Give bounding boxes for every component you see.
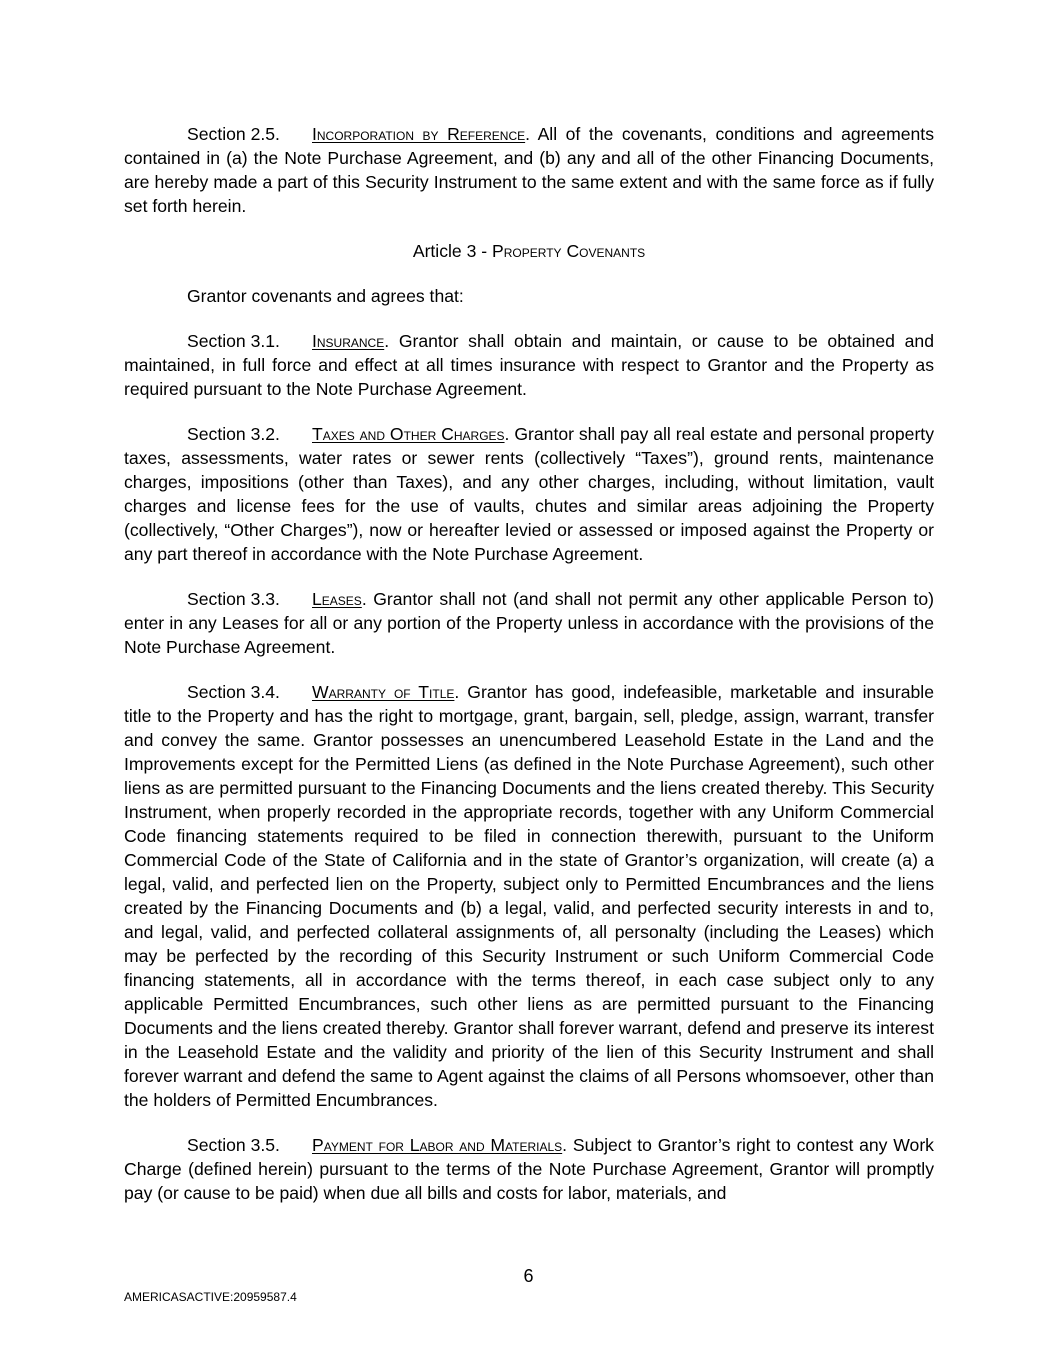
document-page	[124, 122, 934, 1226]
section-3-3	[124, 587, 934, 659]
page-number: 6	[523, 1266, 534, 1286]
section-body: . Grantor shall pay all real estate and personal property taxes, assessments, water rates or sewer rents (collectively “Taxes”), ground rents, maintenance charges, impositions (other than Taxes), and any other charges, including, without limitation, vault charges and license fees for the use of vaults, chutes and similar areas adjoining the Property (collectively, “Other Charges”), now or hereafter levied or assessed or imposed against the Property or any part thereof in accordance with the Note Purchase Agreement.	[124, 424, 934, 564]
section-number: Section 3.5.	[187, 1135, 280, 1155]
section-2-5	[124, 122, 934, 218]
section-number: Section 3.2.	[187, 424, 280, 444]
intro-text	[124, 284, 934, 308]
section-number: Section 3.3.	[187, 589, 280, 609]
section-heading: Payment for Labor and Materials	[312, 1135, 563, 1155]
section-heading: Insurance	[312, 331, 385, 351]
section-heading: Incorporation by Reference	[312, 124, 526, 144]
section-3-1	[124, 329, 934, 401]
section-3-5	[124, 1133, 934, 1205]
section-body: . Subject to Grantor’s right to contest any Work Charge (defined herein) pursuant to the terms of the Note Purchase Agreement, Grantor will promptly pay (or cause to be paid) when due all bills and costs for labor, materials, and	[124, 1135, 934, 1203]
section-body: . Grantor shall obtain and maintain, or cause to be obtained and maintained, in full force and effect at all times insurance with respect to Grantor and the Property as required pursuant to the Note Purchase Agreement.	[124, 331, 934, 399]
document-id: AMERICASACTIVE:20959587.4	[124, 1290, 297, 1304]
section-number: Section 2.5.	[187, 124, 280, 144]
article-label: Article 3 -	[412, 241, 493, 261]
section-body: . Grantor has good, indefeasible, marketable and insurable title to the Property and has the right to mortgage, grant, bargain, sell, pledge, assign, warrant, transfer and convey the same. Grantor possesses an unencumbered Leasehold Estate in the Land and the Improvements except for the Permitted Liens (as defined in the Note Purchase Agreement), such other liens as are permitted pursuant to the Financing Documents and the liens created thereby. This Security Instrument, when properly recorded in the appropriate records, together with any Uniform Commercial Code financing statements required to be filed in connection therewith, pursuant to the Uniform Commercial Code of the State of California and in the state of Grantor’s organization, will create (a) a legal, valid, and perfected lien on the Property, subject only to Permitted Encumbrances and the liens created by the Financing Documents and (b) a legal, valid, and perfected security interests in and to, and legal, valid, and perfected collateral assignments of, all personalty (including the Leases) which may be perfected by the recording of this Security Instrument or such Uniform Commercial Code financing statements, all in accordance with the terms thereof, in each case subject only to any applicable Permitted Encumbrances, such other liens as are permitted pursuant to the Financing Documents and the liens created thereby. Grantor shall forever warrant, defend and preserve its interest in the Leasehold Estate and the validity and priority of the lien of this Security Instrument and shall forever warrant and defend the same to Agent against the claims of all Persons whomsoever, other than the holders of Permitted Encumbrances.	[124, 682, 934, 1110]
section-3-4	[124, 680, 934, 1112]
section-heading: Taxes and Other Charges	[312, 424, 505, 444]
section-body: . Grantor shall not (and shall not permit any other applicable Person to) enter in any Leases for all or any portion of the Property unless in accordance with the provisions of the Note Purchase Agreement.	[124, 589, 934, 657]
section-body: . All of the covenants, conditions and agreements contained in (a) the Note Purchase Agreement, and (b) any and all of the other Financing Documents, are hereby made a part of this Security Instrument to the same extent and with the same force as if fully set forth herein.	[124, 124, 934, 216]
intro-sentence: Grantor covenants and agrees that:	[187, 286, 464, 306]
section-3-2	[124, 422, 934, 566]
article-heading	[124, 239, 934, 263]
section-heading: Warranty of Title	[312, 682, 455, 702]
section-number: Section 3.4.	[187, 682, 280, 702]
article-title: Property Covenants	[492, 241, 646, 261]
section-heading: Leases	[312, 589, 362, 609]
section-number: Section 3.1.	[187, 331, 280, 351]
